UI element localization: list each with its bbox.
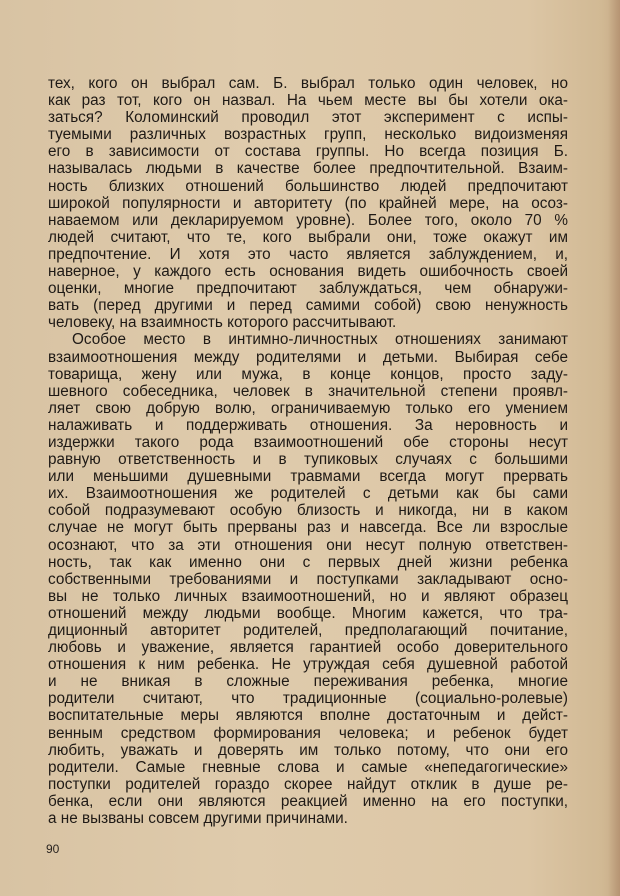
text-line: их. Взаимоотношения же родителей с детьми как бы сами [48,485,568,503]
text-line: или меньшими душевными травмами всегда могут прервать [48,468,568,486]
text-line: а не вызваны совсем другими причинами. [48,810,348,828]
text-line: поступки родителей гораздо скорее найдут отклик в душе ре- [48,775,568,793]
text-line: вы не только личных взаимоотношений, но и являют образец [48,587,568,605]
text-line: людей считают, что те, кого выбрали они, тоже окажут им [48,228,568,246]
text-line: Особое место в интимно-личностных отношениях занимают [72,331,568,349]
text-line: его в зависимости от состава группы. Но всегда позиция Б. [48,143,568,161]
page-edge-shadow [608,0,620,896]
text-line: ность, так как именно они с первых дней жизни ребенка [48,553,568,571]
text-line: налаживать и поддерживать отношения. За неровность и [48,416,568,434]
text-line: наваемом или декларируемом уровне). Более того, около 70 % [48,211,568,229]
text-line: человеку, на взаимность которого рассчитывают. [48,314,397,332]
text-line: родители считают, что традиционные (социально-ролевые) [48,690,568,708]
text-line: бенка, если они являются реакцией именно на его поступки, [48,792,568,810]
text-line: ность близких отношений большинство людей предпочитают [48,177,568,195]
text-line: туемыми различных возрастных групп, несколько видоизменяя [48,126,568,144]
text-line: наверное, у каждого есть основания видеть ошибочность своей [48,263,568,281]
text-line: широкой популярности и авторитету (по крайней мере, на осоз- [48,194,568,212]
text-line: вать (перед другими и перед самими собой) свою ненужность [48,297,568,315]
text-line: отношения к ним ребенка. Не утруждая себя душевной работой [48,656,568,674]
text-line: осознают, что за эти отношения они несут полную ответствен- [48,536,568,554]
text-line: тех, кого он выбрал сам. Б. выбрал только один человек, но [48,75,568,92]
text-line: собой подразумевают особую близость и никогда, ни в каком [48,502,568,520]
text-line: как раз тот, кого он назвал. На чьем месте вы бы хотели ока- [48,92,568,110]
text-line: издержки такого рода взаимоотношений обе стороны несут [48,433,568,451]
text-line: предпочтение. И хотя это часто является заблуждением, и, [48,245,568,263]
text-line: собственными требованиями и поступками закладывают осно- [48,570,568,588]
text-line: и не вникая в сложные переживания ребенка, многие [48,673,568,691]
text-line: родители. Самые гневные слова и самые «непедагогические» [48,758,568,776]
text-line: заться? Коломинский проводил этот эксперимент с испы- [48,109,568,127]
text-line: равную ответственность и в тупиковых случаях с большими [48,451,568,469]
text-line: венным средством формирования человека; и ребенок будет [48,724,568,742]
text-line: товарища, жену или мужа, в конце концов, просто заду- [48,365,568,383]
text-line: ляет свою добрую волю, ограничиваемую только его умением [48,399,568,417]
text-line: случае не могут быть прерваны раз и навсегда. Все ли взрослые [48,519,568,537]
text-line: оценки, многие предпочитают заблуждаться, чем обнаружи- [48,280,568,298]
text-line: воспитательные меры являются вполне достаточным и дейст- [48,707,568,725]
page-number: 90 [46,842,60,856]
text-line: отношений между людьми вообще. Многим кажется, что тра- [48,604,568,622]
text-line: взаимоотношения между родителями и детьми. Выбирая себе [48,348,568,366]
text-line: диционный авторитет родителей, предполагающий почитание, [48,622,568,639]
text-line: любить, уважать и доверять им только потому, что они его [48,741,568,759]
text-line: шевного собеседника, человек в значительной степени проявл- [48,382,568,400]
text-line: любовь и уважение, является гарантией особо доверительного [48,639,568,657]
text-line: называлась людьми в качестве более предпочтительной. Взаим- [48,160,568,178]
body-text [48,75,568,827]
